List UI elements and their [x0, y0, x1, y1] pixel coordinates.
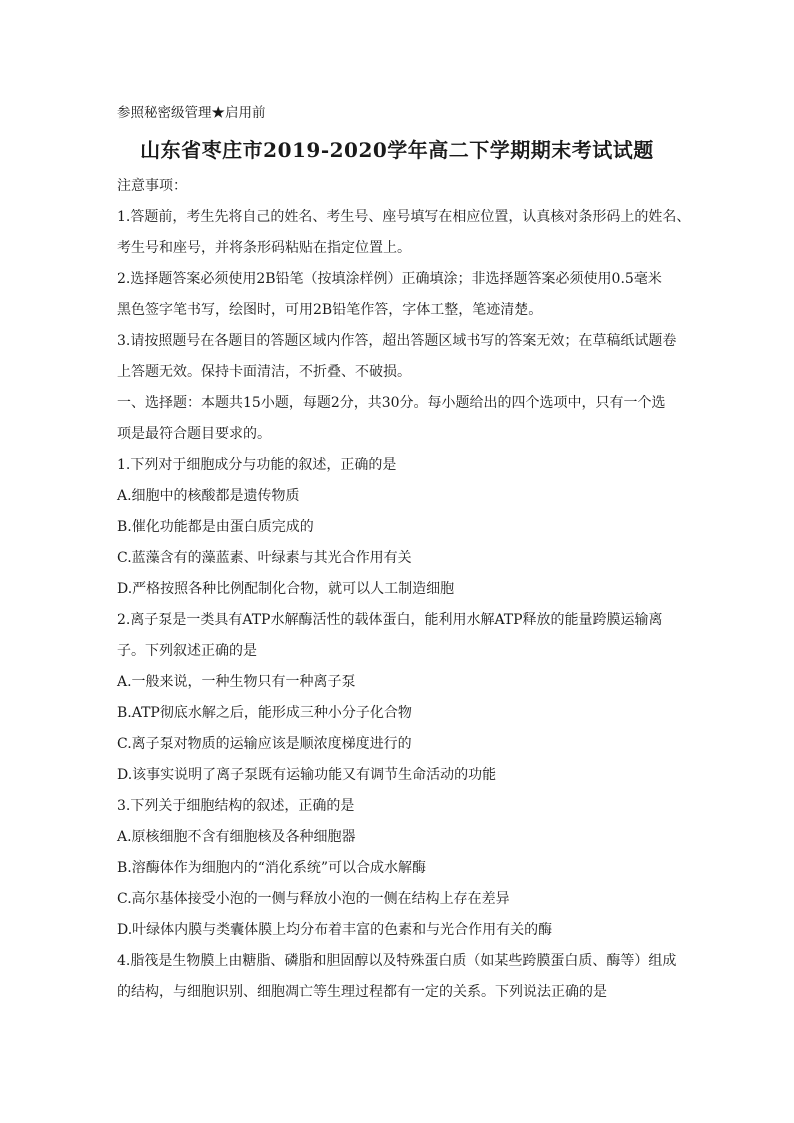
notice-1-line-1: 1.答题前，考生先将自己的姓名、考生号、座号填写在相应位置，认真核对条形码上的姓名、: [117, 209, 691, 225]
question-4-line-1: 4.脂筏是生物膜上由糖脂、磷脂和胆固醇以及特殊蛋白质（如某些跨膜蛋白质、酶等）组成: [117, 953, 677, 969]
notice-3-line-2: 上答题无效。保持卡面清洁，不折叠、不破损。: [117, 364, 411, 380]
notice-2-line-1: 2.选择题答案必须使用2B铅笔（按填涂样例）正确填涂；非选择题答案必须使用0.5毫米: [117, 271, 662, 287]
question-2-option-d: D.该事实说明了离子泵既有运输功能又有调节生命活动的功能: [117, 767, 497, 783]
notice-2-line-2: 黑色签字笔书写，绘图时，可用2B铅笔作答，字体工整，笔迹清楚。: [117, 302, 543, 318]
question-3-option-c: C.高尔基体接受小泡的一侧与释放小泡的一侧在结构上存在差异: [117, 891, 510, 907]
question-1-option-a: A.细胞中的核酸都是遗传物质: [117, 488, 300, 504]
notice-heading: 注意事项：: [117, 178, 187, 194]
question-1-option-c: C.蓝藻含有的藻蓝素、叶绿素与其光合作用有关: [117, 550, 412, 566]
question-3: 3.下列关于细胞结构的叙述，正确的是: [117, 798, 355, 814]
question-3-option-a: A.原核细胞不含有细胞核及各种细胞器: [117, 829, 356, 845]
question-1-option-b: B.催化功能都是由蛋白质完成的: [117, 519, 314, 535]
page-title: 山东省枣庄市2019-2020学年高二下学期期末考试试题: [140, 138, 654, 162]
question-3-option-b: B.溶酶体作为细胞内的“消化系统”可以合成水解酶: [117, 860, 427, 876]
question-2-option-a: A.一般来说，一种生物只有一种离子泵: [117, 674, 356, 690]
question-1-option-d: D.严格按照各种比例配制化合物，就可以人工制造细胞: [117, 581, 455, 597]
question-2-line-1: 2.离子泵是一类具有ATP水解酶活性的载体蛋白，能利用水解ATP释放的能量跨膜运输离: [117, 612, 663, 628]
notice-1-line-2: 考生号和座号，并将条形码粘贴在指定位置上。: [117, 240, 411, 256]
question-2-line-2: 子。下列叙述正确的是: [117, 643, 257, 659]
question-1: 1.下列对于细胞成分与功能的叙述，正确的是: [117, 457, 397, 473]
question-4-line-2: 的结构，与细胞识别、细胞凋亡等生理过程都有一定的关系。下列说法正确的是: [117, 984, 607, 1000]
question-2-option-c: C.离子泵对物质的运输应该是顺浓度梯度进行的: [117, 736, 412, 752]
question-3-option-d: D.叶绿体内膜与类囊体膜上均分布着丰富的色素和与光合作用有关的酶: [117, 922, 553, 938]
notice-3-line-1: 3.请按照题号在各题目的答题区域内作答，超出答题区域书写的答案无效；在草稿纸试题卷: [117, 333, 677, 349]
classification-note: 参照秘密级管理★启用前: [117, 105, 266, 121]
question-2-option-b: B.ATP彻底水解之后，能形成三种小分子化合物: [117, 705, 412, 721]
section-heading-line-1: 一、选择题：本题共15小题，每题2分，共30分。每小题给出的四个选项中，只有一个选: [117, 395, 666, 411]
section-heading-line-2: 项是最符合题目要求的。: [117, 426, 271, 442]
